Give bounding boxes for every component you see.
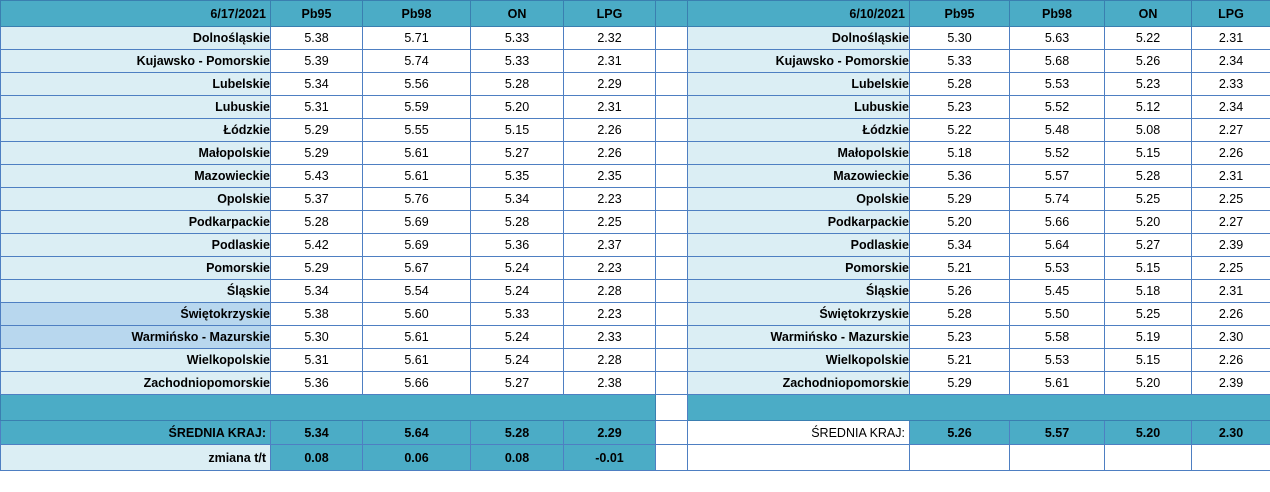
right-price-cell[interactable]: 2.34 xyxy=(1192,50,1270,73)
right-price-cell[interactable]: 5.18 xyxy=(910,142,1010,165)
table-row xyxy=(1,73,1270,96)
separator-cell[interactable] xyxy=(656,445,688,471)
table-row xyxy=(1,326,1270,349)
right-price-cell[interactable]: 5.15 xyxy=(1105,349,1192,372)
left-price-cell[interactable]: 2.37 xyxy=(564,234,656,257)
right-average-cell[interactable]: 5.57 xyxy=(1010,421,1105,445)
right-price-cell[interactable]: 2.30 xyxy=(1192,326,1270,349)
right-region-cell[interactable]: Zachodniopomorskie xyxy=(688,372,910,395)
left-price-cell[interactable]: 5.37 xyxy=(271,188,363,211)
left-price-cell[interactable]: 5.27 xyxy=(471,372,564,395)
change-cell[interactable]: 0.08 xyxy=(271,445,363,471)
left-price-cell[interactable]: 5.24 xyxy=(471,326,564,349)
right-price-cell[interactable]: 5.50 xyxy=(1010,303,1105,326)
right-price-cell[interactable]: 2.31 xyxy=(1192,280,1270,303)
right-price-cell[interactable]: 5.28 xyxy=(910,73,1010,96)
right-price-cell[interactable]: 5.21 xyxy=(910,349,1010,372)
left-price-cell[interactable]: 5.28 xyxy=(471,211,564,234)
left-price-cell[interactable]: 2.33 xyxy=(564,326,656,349)
left-price-cell[interactable]: 5.33 xyxy=(471,27,564,50)
right-price-cell[interactable]: 2.27 xyxy=(1192,211,1270,234)
right-region-cell[interactable]: Łódzkie xyxy=(688,119,910,142)
left-price-cell[interactable]: 5.29 xyxy=(271,142,363,165)
left-price-cell[interactable]: 5.33 xyxy=(471,50,564,73)
right-price-cell[interactable]: 2.34 xyxy=(1192,96,1270,119)
right-price-cell[interactable]: 5.20 xyxy=(1105,372,1192,395)
right-price-cell[interactable]: 5.20 xyxy=(1105,211,1192,234)
separator-cell[interactable] xyxy=(656,349,688,372)
left-region-cell[interactable]: Mazowieckie xyxy=(1,165,271,188)
left-price-cell[interactable]: 5.36 xyxy=(471,234,564,257)
header-row xyxy=(1,1,1270,27)
table-row xyxy=(1,27,1270,50)
left-price-cell[interactable]: 2.32 xyxy=(564,27,656,50)
separator-cell[interactable] xyxy=(656,326,688,349)
table-row xyxy=(1,96,1270,119)
change-cell[interactable]: -0.01 xyxy=(564,445,656,471)
right-price-cell[interactable]: 5.28 xyxy=(1105,165,1192,188)
left-col-pb98[interactable]: Pb98 xyxy=(363,1,471,27)
table-row xyxy=(1,119,1270,142)
table-row xyxy=(1,257,1270,280)
left-price-cell[interactable]: 5.20 xyxy=(471,96,564,119)
left-region-cell[interactable]: Małopolskie xyxy=(1,142,271,165)
right-price-cell[interactable]: 5.66 xyxy=(1010,211,1105,234)
left-price-cell[interactable]: 2.31 xyxy=(564,96,656,119)
right-average-cell[interactable]: 2.30 xyxy=(1192,421,1270,445)
right-price-cell[interactable]: 5.23 xyxy=(1105,73,1192,96)
left-price-cell[interactable]: 5.61 xyxy=(363,326,471,349)
left-price-cell[interactable]: 5.24 xyxy=(471,280,564,303)
right-col-pb95[interactable]: Pb95 xyxy=(910,1,1010,27)
right-region-cell[interactable]: Świętokrzyskie xyxy=(688,303,910,326)
left-price-cell[interactable]: 2.31 xyxy=(564,50,656,73)
right-price-cell[interactable]: 2.25 xyxy=(1192,257,1270,280)
right-average-label[interactable]: ŚREDNIA KRAJ: xyxy=(688,421,910,445)
right-price-cell[interactable]: 5.74 xyxy=(1010,188,1105,211)
band-row xyxy=(1,395,1270,421)
right-price-cell[interactable]: 5.36 xyxy=(910,165,1010,188)
right-price-cell[interactable]: 5.27 xyxy=(1105,234,1192,257)
left-price-cell[interactable]: 5.36 xyxy=(271,372,363,395)
right-price-cell[interactable]: 2.26 xyxy=(1192,349,1270,372)
left-price-cell[interactable]: 5.54 xyxy=(363,280,471,303)
right-price-cell[interactable]: 5.25 xyxy=(1105,303,1192,326)
right-price-cell[interactable]: 5.52 xyxy=(1010,96,1105,119)
left-price-cell[interactable]: 5.31 xyxy=(271,349,363,372)
left-col-pb95[interactable]: Pb95 xyxy=(271,1,363,27)
right-price-cell[interactable]: 5.34 xyxy=(910,234,1010,257)
table-row xyxy=(1,349,1270,372)
right-price-cell[interactable]: 2.26 xyxy=(1192,303,1270,326)
left-price-cell[interactable]: 5.61 xyxy=(363,349,471,372)
table-row xyxy=(1,234,1270,257)
left-price-cell[interactable]: 5.56 xyxy=(363,73,471,96)
left-price-cell[interactable]: 5.24 xyxy=(471,349,564,372)
right-price-cell[interactable]: 5.30 xyxy=(910,27,1010,50)
left-region-cell[interactable]: Warmińsko - Mazurskie xyxy=(1,326,271,349)
right-price-cell[interactable]: 5.15 xyxy=(1105,142,1192,165)
table-row xyxy=(1,303,1270,326)
empty-cell[interactable] xyxy=(910,445,1010,471)
left-price-cell[interactable]: 2.28 xyxy=(564,349,656,372)
right-price-cell[interactable]: 5.08 xyxy=(1105,119,1192,142)
left-price-cell[interactable]: 5.38 xyxy=(271,27,363,50)
left-price-cell[interactable]: 5.33 xyxy=(471,303,564,326)
right-price-cell[interactable]: 5.68 xyxy=(1010,50,1105,73)
empty-cell[interactable] xyxy=(1192,445,1270,471)
left-price-cell[interactable]: 5.15 xyxy=(471,119,564,142)
left-region-cell[interactable]: Wielkopolskie xyxy=(1,349,271,372)
empty-cell[interactable] xyxy=(1010,445,1105,471)
right-region-cell[interactable]: Opolskie xyxy=(688,188,910,211)
right-price-cell[interactable]: 5.15 xyxy=(1105,257,1192,280)
right-price-cell[interactable]: 2.39 xyxy=(1192,234,1270,257)
left-price-cell[interactable]: 5.31 xyxy=(271,96,363,119)
separator-cell[interactable] xyxy=(656,142,688,165)
right-price-cell[interactable]: 5.29 xyxy=(910,372,1010,395)
left-price-cell[interactable]: 5.34 xyxy=(271,73,363,96)
right-price-cell[interactable]: 5.33 xyxy=(910,50,1010,73)
left-region-cell[interactable]: Podlaskie xyxy=(1,234,271,257)
empty-cell[interactable] xyxy=(688,445,910,471)
right-region-cell[interactable]: Małopolskie xyxy=(688,142,910,165)
left-price-cell[interactable]: 5.27 xyxy=(471,142,564,165)
left-price-cell[interactable]: 5.59 xyxy=(363,96,471,119)
separator-cell[interactable] xyxy=(656,372,688,395)
separator-cell[interactable] xyxy=(656,234,688,257)
left-region-cell[interactable]: Zachodniopomorskie xyxy=(1,372,271,395)
separator-cell[interactable] xyxy=(656,395,688,421)
left-region-cell[interactable]: Dolnośląskie xyxy=(1,27,271,50)
right-price-cell[interactable]: 5.64 xyxy=(1010,234,1105,257)
change-label[interactable]: zmiana t/t xyxy=(1,445,271,471)
right-price-cell[interactable]: 5.45 xyxy=(1010,280,1105,303)
right-price-cell[interactable]: 5.53 xyxy=(1010,257,1105,280)
right-region-cell[interactable]: Kujawsko - Pomorskie xyxy=(688,50,910,73)
left-price-cell[interactable]: 5.28 xyxy=(471,73,564,96)
right-price-cell[interactable]: 5.21 xyxy=(910,257,1010,280)
left-price-cell[interactable]: 5.76 xyxy=(363,188,471,211)
right-band-cell[interactable] xyxy=(688,395,1270,421)
right-average-cell[interactable]: 5.26 xyxy=(910,421,1010,445)
left-price-cell[interactable]: 5.38 xyxy=(271,303,363,326)
table-row xyxy=(1,165,1270,188)
left-price-cell[interactable]: 5.39 xyxy=(271,50,363,73)
left-col-on[interactable]: ON xyxy=(471,1,564,27)
left-price-cell[interactable]: 5.74 xyxy=(363,50,471,73)
right-col-on[interactable]: ON xyxy=(1105,1,1192,27)
left-price-cell[interactable]: 2.26 xyxy=(564,119,656,142)
right-price-cell[interactable]: 2.31 xyxy=(1192,27,1270,50)
left-price-cell[interactable]: 2.26 xyxy=(564,142,656,165)
right-price-cell[interactable]: 5.63 xyxy=(1010,27,1105,50)
left-price-cell[interactable]: 5.24 xyxy=(471,257,564,280)
left-price-cell[interactable]: 5.28 xyxy=(271,211,363,234)
right-price-cell[interactable]: 5.22 xyxy=(1105,27,1192,50)
left-price-cell[interactable]: 5.66 xyxy=(363,372,471,395)
left-price-cell[interactable]: 5.55 xyxy=(363,119,471,142)
left-price-cell[interactable]: 5.43 xyxy=(271,165,363,188)
left-region-cell[interactable]: Opolskie xyxy=(1,188,271,211)
left-price-cell[interactable]: 5.35 xyxy=(471,165,564,188)
separator-cell[interactable] xyxy=(656,257,688,280)
left-region-cell[interactable]: Łódzkie xyxy=(1,119,271,142)
left-average-label[interactable]: ŚREDNIA KRAJ: xyxy=(1,421,271,445)
left-price-cell[interactable]: 2.28 xyxy=(564,280,656,303)
right-price-cell[interactable]: 5.28 xyxy=(910,303,1010,326)
separator-cell[interactable] xyxy=(656,1,688,27)
empty-cell[interactable] xyxy=(1105,445,1192,471)
right-price-cell[interactable]: 2.25 xyxy=(1192,188,1270,211)
right-price-cell[interactable]: 5.29 xyxy=(910,188,1010,211)
separator-cell[interactable] xyxy=(656,73,688,96)
right-region-cell[interactable]: Lubuskie xyxy=(688,96,910,119)
left-price-cell[interactable]: 5.42 xyxy=(271,234,363,257)
separator-cell[interactable] xyxy=(656,421,688,445)
change-cell[interactable]: 0.08 xyxy=(471,445,564,471)
right-price-cell[interactable]: 5.22 xyxy=(910,119,1010,142)
right-region-cell[interactable]: Lubelskie xyxy=(688,73,910,96)
separator-cell[interactable] xyxy=(656,211,688,234)
left-region-cell[interactable]: Pomorskie xyxy=(1,257,271,280)
right-region-cell[interactable]: Dolnośląskie xyxy=(688,27,910,50)
right-price-cell[interactable]: 5.58 xyxy=(1010,326,1105,349)
left-price-cell[interactable]: 5.29 xyxy=(271,257,363,280)
left-price-cell[interactable]: 5.61 xyxy=(363,142,471,165)
right-price-cell[interactable]: 5.61 xyxy=(1010,372,1105,395)
average-row xyxy=(1,421,1270,445)
right-average-cell[interactable]: 5.20 xyxy=(1105,421,1192,445)
right-col-lpg[interactable]: LPG xyxy=(1192,1,1270,27)
right-price-cell[interactable]: 5.19 xyxy=(1105,326,1192,349)
left-price-cell[interactable]: 5.67 xyxy=(363,257,471,280)
separator-cell[interactable] xyxy=(656,96,688,119)
table-row xyxy=(1,188,1270,211)
right-price-cell[interactable]: 5.26 xyxy=(910,280,1010,303)
change-row xyxy=(1,445,1270,471)
left-price-cell[interactable]: 5.34 xyxy=(271,280,363,303)
left-price-cell[interactable]: 2.29 xyxy=(564,73,656,96)
left-region-cell[interactable]: Świętokrzyskie xyxy=(1,303,271,326)
right-price-cell[interactable]: 5.25 xyxy=(1105,188,1192,211)
right-region-cell[interactable]: Podkarpackie xyxy=(688,211,910,234)
right-region-cell[interactable]: Wielkopolskie xyxy=(688,349,910,372)
table-row xyxy=(1,211,1270,234)
right-price-cell[interactable]: 2.27 xyxy=(1192,119,1270,142)
left-price-cell[interactable]: 2.38 xyxy=(564,372,656,395)
right-price-cell[interactable]: 5.26 xyxy=(1105,50,1192,73)
left-average-cell[interactable]: 5.28 xyxy=(471,421,564,445)
sheet-body xyxy=(1,1,1270,471)
table-row xyxy=(1,50,1270,73)
separator-cell[interactable] xyxy=(656,27,688,50)
left-price-cell[interactable]: 5.34 xyxy=(471,188,564,211)
left-price-cell[interactable]: 5.69 xyxy=(363,234,471,257)
right-price-cell[interactable]: 5.18 xyxy=(1105,280,1192,303)
left-price-cell[interactable]: 5.30 xyxy=(271,326,363,349)
separator-cell[interactable] xyxy=(656,280,688,303)
separator-cell[interactable] xyxy=(656,50,688,73)
right-region-cell[interactable]: Warmińsko - Mazurskie xyxy=(688,326,910,349)
left-price-cell[interactable]: 2.23 xyxy=(564,188,656,211)
left-price-cell[interactable]: 5.69 xyxy=(363,211,471,234)
left-band-cell[interactable] xyxy=(1,395,656,421)
right-price-cell[interactable]: 5.48 xyxy=(1010,119,1105,142)
left-price-cell[interactable]: 2.35 xyxy=(564,165,656,188)
left-region-cell[interactable]: Podkarpackie xyxy=(1,211,271,234)
right-price-cell[interactable]: 2.39 xyxy=(1192,372,1270,395)
left-price-cell[interactable]: 2.23 xyxy=(564,303,656,326)
separator-cell[interactable] xyxy=(656,188,688,211)
right-region-cell[interactable]: Podlaskie xyxy=(688,234,910,257)
left-price-cell[interactable]: 5.60 xyxy=(363,303,471,326)
right-col-pb98[interactable]: Pb98 xyxy=(1010,1,1105,27)
left-price-cell[interactable]: 2.25 xyxy=(564,211,656,234)
right-price-cell[interactable]: 2.26 xyxy=(1192,142,1270,165)
right-price-cell[interactable]: 5.23 xyxy=(910,326,1010,349)
left-region-cell[interactable]: Śląskie xyxy=(1,280,271,303)
right-price-cell[interactable]: 5.52 xyxy=(1010,142,1105,165)
separator-cell[interactable] xyxy=(656,303,688,326)
change-cell[interactable]: 0.06 xyxy=(363,445,471,471)
left-price-cell[interactable]: 2.23 xyxy=(564,257,656,280)
right-region-cell[interactable]: Mazowieckie xyxy=(688,165,910,188)
right-region-cell[interactable]: Śląskie xyxy=(688,280,910,303)
left-price-cell[interactable]: 5.61 xyxy=(363,165,471,188)
right-price-cell[interactable]: 5.23 xyxy=(910,96,1010,119)
left-price-cell[interactable]: 5.71 xyxy=(363,27,471,50)
right-price-cell[interactable]: 5.20 xyxy=(910,211,1010,234)
separator-cell[interactable] xyxy=(656,165,688,188)
table-row xyxy=(1,280,1270,303)
right-date-header[interactable]: 6/10/2021 xyxy=(688,1,910,27)
right-price-cell[interactable]: 2.33 xyxy=(1192,73,1270,96)
separator-cell[interactable] xyxy=(656,119,688,142)
right-price-cell[interactable]: 5.53 xyxy=(1010,73,1105,96)
left-region-cell[interactable]: Kujawsko - Pomorskie xyxy=(1,50,271,73)
left-average-cell[interactable]: 5.34 xyxy=(271,421,363,445)
table-row xyxy=(1,142,1270,165)
left-col-lpg[interactable]: LPG xyxy=(564,1,656,27)
right-region-cell[interactable]: Pomorskie xyxy=(688,257,910,280)
left-price-cell[interactable]: 5.29 xyxy=(271,119,363,142)
right-price-cell[interactable]: 5.57 xyxy=(1010,165,1105,188)
right-price-cell[interactable]: 2.31 xyxy=(1192,165,1270,188)
right-price-cell[interactable]: 5.53 xyxy=(1010,349,1105,372)
left-region-cell[interactable]: Lubuskie xyxy=(1,96,271,119)
left-average-cell[interactable]: 2.29 xyxy=(564,421,656,445)
table-row xyxy=(1,372,1270,395)
left-region-cell[interactable]: Lubelskie xyxy=(1,73,271,96)
right-price-cell[interactable]: 5.12 xyxy=(1105,96,1192,119)
left-date-header[interactable]: 6/17/2021 xyxy=(1,1,271,27)
left-average-cell[interactable]: 5.64 xyxy=(363,421,471,445)
